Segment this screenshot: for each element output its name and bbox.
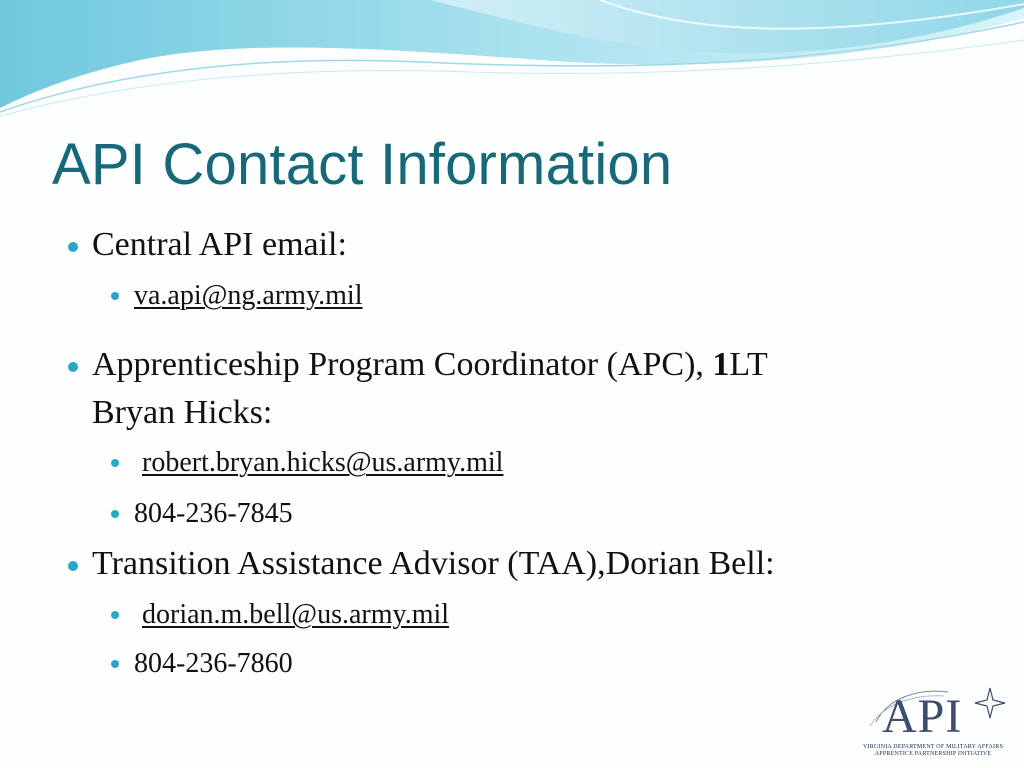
logo-caption-line-1: VIRGINIA DEPARTMENT OF MILITARY AFFAIRS <box>863 744 1003 750</box>
api-logo <box>848 678 1018 764</box>
header-wave-decoration <box>0 0 1024 120</box>
star-icon <box>975 688 1005 718</box>
section-label: Transition Assistance Advisor (TAA),Dorian Bell: <box>92 545 775 582</box>
bullet-icon <box>111 611 119 619</box>
logo-text: API <box>882 690 963 743</box>
list-item <box>107 276 362 316</box>
phone-number: 804-236-7860 <box>134 648 293 679</box>
bullet-icon <box>111 459 119 467</box>
list-item <box>107 443 503 483</box>
bullet-icon <box>111 292 119 300</box>
list-item <box>62 341 768 437</box>
bullet-icon <box>111 510 119 518</box>
bullet-icon <box>68 362 78 372</box>
phone-number: 804-236-7845 <box>134 498 293 529</box>
list-item <box>107 595 449 635</box>
email-link[interactable]: va.api@ng.army.mil <box>134 280 363 311</box>
logo-caption-line-2: APPRENTICE PARTNERSHIP INITIATIVE <box>874 751 992 757</box>
page-title: API Contact Information <box>52 132 673 197</box>
bullet-icon <box>111 660 119 668</box>
email-link[interactable]: robert.bryan.hicks@us.army.mil <box>142 447 504 478</box>
list-item <box>62 221 347 269</box>
list-item <box>107 644 293 684</box>
list-item <box>62 540 775 588</box>
section-label: Apprenticeship Program Coordinator (APC), 1LT Bryan Hicks: <box>92 346 768 431</box>
section-label: Central API email: <box>92 226 347 263</box>
email-link[interactable]: dorian.m.bell@us.army.mil <box>142 599 450 630</box>
bullet-icon <box>68 242 78 252</box>
api-logo-mark <box>848 678 1018 744</box>
bullet-icon <box>68 561 78 571</box>
list-item <box>107 494 293 534</box>
